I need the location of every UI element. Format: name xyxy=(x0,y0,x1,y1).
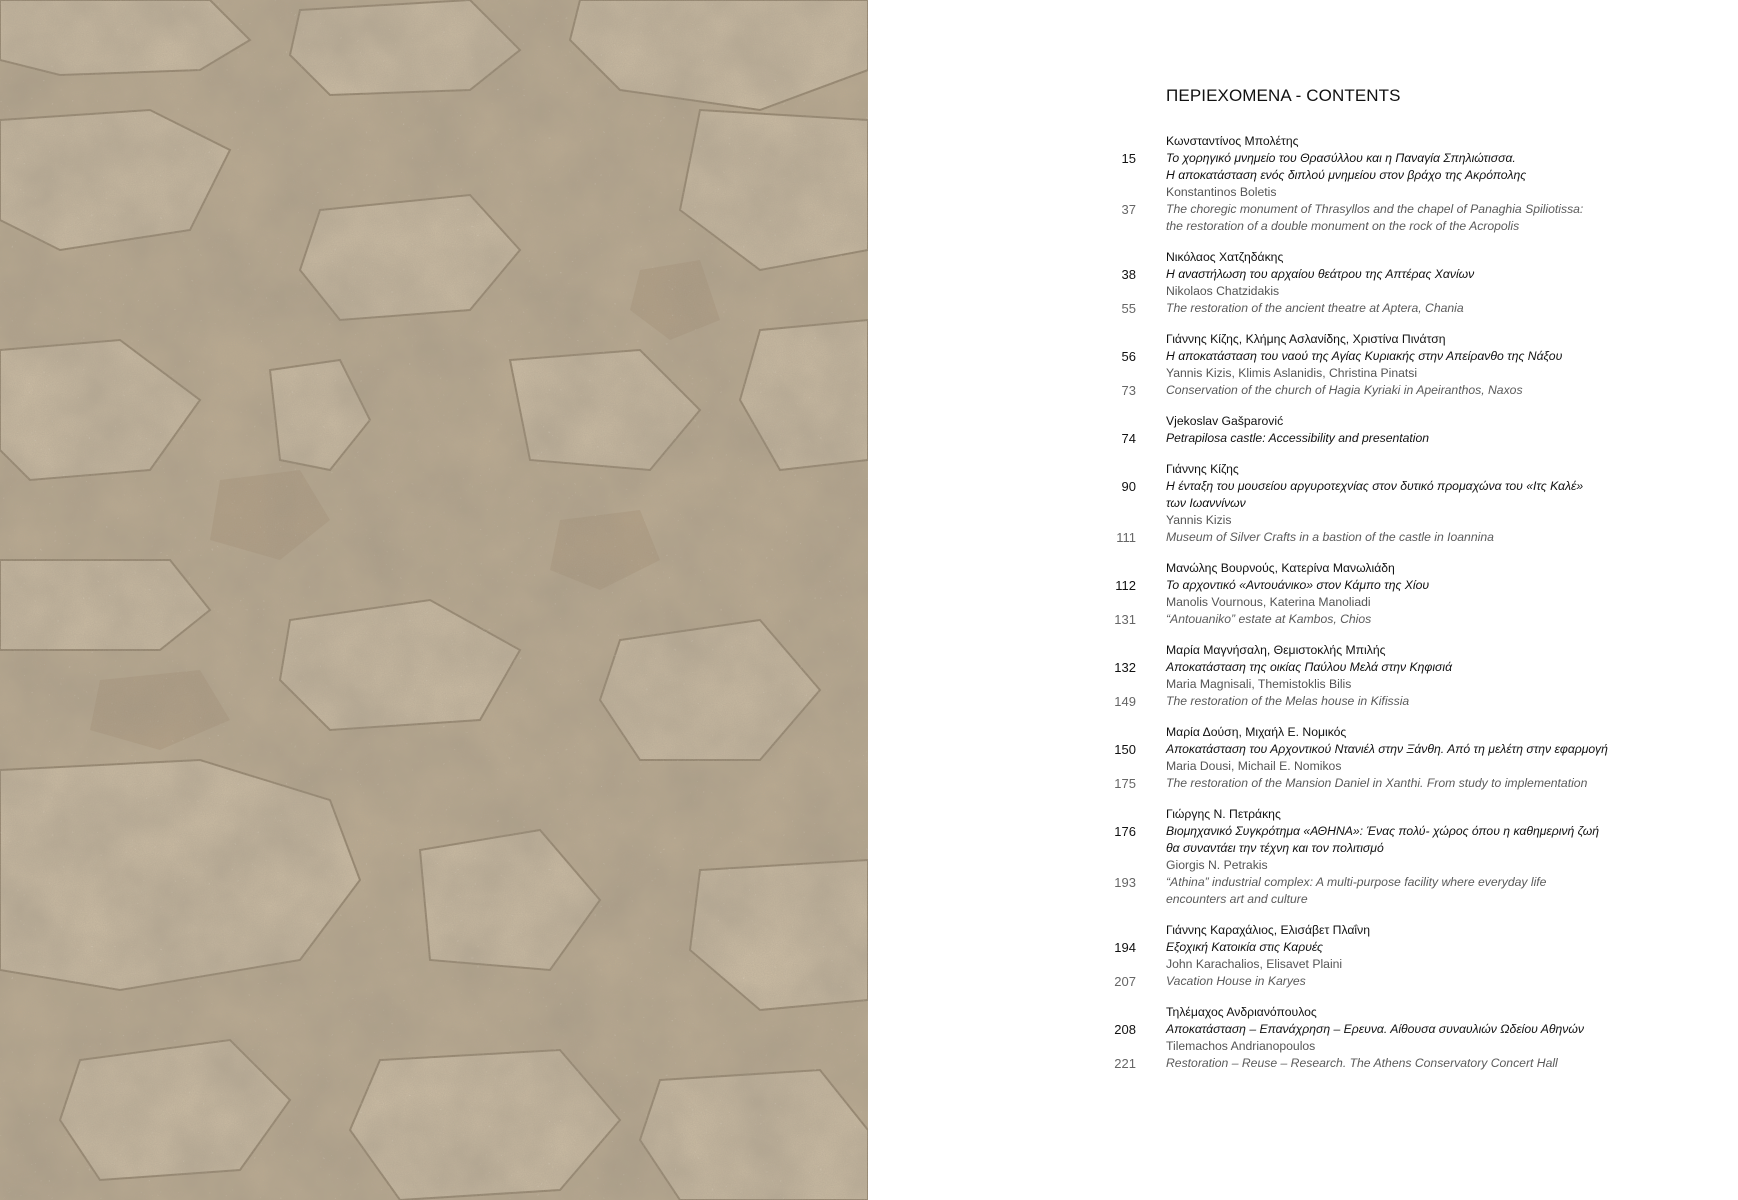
authors-greek-row xyxy=(868,413,1738,430)
title-gr-row xyxy=(868,495,1738,512)
stone-texture-image xyxy=(0,0,868,1200)
title-gr: Αποκατάσταση του Αρχοντικού Ντανιέλ στην Ξάνθη. Από τη μελέτη στην εφαρμογή xyxy=(1166,742,1608,756)
page-start-number: 38 xyxy=(1121,267,1136,282)
title-en: encounters art and culture xyxy=(1166,892,1308,906)
authors-english: Yannis Kizis xyxy=(1166,513,1232,527)
page-start-number: 194 xyxy=(1114,940,1136,955)
contents-entry xyxy=(868,642,1738,710)
title-gr: Η ένταξη του μουσείου αργυροτεχνίας στον δυτικό προμαχώνα του «Ιτς Καλέ» xyxy=(1166,479,1584,493)
title-gr: Το αρχοντικό «Αντουάνικο» στον Κάμπο της Χίου xyxy=(1166,578,1430,592)
page-end-number: 221 xyxy=(1114,1056,1136,1071)
contents-entry xyxy=(868,331,1738,399)
page-end-number: 111 xyxy=(1116,530,1136,545)
contents-entry xyxy=(868,461,1738,546)
authors-greek: Νικόλαος Χατζηδάκης xyxy=(1166,250,1284,264)
contents-entry xyxy=(868,249,1738,317)
title-gr: Petrapilosa castle: Accessibility and presentation xyxy=(1166,431,1430,445)
page-start-number: 176 xyxy=(1114,824,1136,839)
authors-english-row xyxy=(868,365,1738,382)
authors-english-row xyxy=(868,512,1738,529)
title-en-row xyxy=(868,693,1738,710)
title-en-row xyxy=(868,891,1738,908)
authors-english: Maria Magnisali, Themistoklis Bilis xyxy=(1166,677,1352,691)
authors-greek-row xyxy=(868,560,1738,577)
title-en: Vacation House in Karyes xyxy=(1166,974,1306,988)
authors-greek: Γιάννης Καραχάλιος, Ελισάβετ Πλαΐνη xyxy=(1166,923,1370,937)
authors-english: John Karachalios, Elisavet Plaini xyxy=(1166,957,1343,971)
authors-greek-row xyxy=(868,331,1738,348)
authors-greek-row xyxy=(868,461,1738,478)
page-end-number: 193 xyxy=(1114,875,1136,890)
authors-greek: Κωνσταντίνος Μπολέτης xyxy=(1166,134,1299,148)
title-gr: θα συναντάει την τέχνη και τον πολιτισμό xyxy=(1166,841,1384,855)
authors-greek: Γιάννης Κίζης xyxy=(1166,462,1239,476)
title-gr-row xyxy=(868,577,1738,594)
page-start-number: 208 xyxy=(1114,1022,1136,1037)
contents-entry xyxy=(868,724,1738,792)
contents-entry xyxy=(868,413,1738,447)
authors-english: Tilemachos Andrianopoulos xyxy=(1166,1039,1316,1053)
title-en: “Athina” industrial complex: A multi-purpose facility where everyday life xyxy=(1166,875,1547,889)
title-gr-row xyxy=(868,167,1738,184)
page-start-number: 15 xyxy=(1121,151,1136,166)
title-en-row xyxy=(868,775,1738,792)
page-end-number: 131 xyxy=(1114,612,1136,627)
title-en: Conservation of the church of Hagia Kyriaki in Apeiranthos, Naxos xyxy=(1166,383,1523,397)
title-gr: Η αποκατάσταση του ναού της Αγίας Κυριακής στην Απείρανθο της Νάξου xyxy=(1166,349,1563,363)
title-en-row xyxy=(868,874,1738,891)
contents-entry xyxy=(868,1004,1738,1072)
title-gr: Η αποκατάσταση ενός διπλού μνημείου στον βράχο της Ακρόπολης xyxy=(1166,168,1527,182)
authors-english-row xyxy=(868,956,1738,973)
title-en-row xyxy=(868,973,1738,990)
title-gr: Το χορηγικό μνημείο του Θρασύλλου και η Παναγία Σπηλιώτισσα. xyxy=(1166,151,1516,165)
contents-entry xyxy=(868,133,1738,235)
title-en-row xyxy=(868,300,1738,317)
title-gr: Εξοχική Κατοικία στις Καρυές xyxy=(1166,940,1323,954)
page-start-number: 74 xyxy=(1121,431,1136,446)
page-start-number: 132 xyxy=(1114,660,1136,675)
title-gr: Αποκατάσταση της οικίας Παύλου Μελά στην Κηφισιά xyxy=(1166,660,1453,674)
title-gr: Αποκατάσταση – Επανάχρηση – Ερευνα. Αίθουσα συναυλιών Ωδείου Αθηνών xyxy=(1166,1022,1584,1036)
contents-list xyxy=(868,133,1738,1086)
authors-english: Manolis Vournous, Katerina Manoliadi xyxy=(1166,595,1371,609)
title-en-row xyxy=(868,611,1738,628)
authors-greek-row xyxy=(868,922,1738,939)
page-end-number: 207 xyxy=(1114,974,1136,989)
page-end-number: 175 xyxy=(1114,776,1136,791)
authors-english-row xyxy=(868,184,1738,201)
title-en-row xyxy=(868,201,1738,218)
authors-english-row xyxy=(868,1038,1738,1055)
title-gr-row xyxy=(868,1021,1738,1038)
title-en: The choregic monument of Thrasyllos and the chapel of Panaghia Spiliotissa: xyxy=(1166,202,1584,216)
authors-english-row xyxy=(868,283,1738,300)
title-en-row xyxy=(868,382,1738,399)
page-start-number: 56 xyxy=(1121,349,1136,364)
authors-greek: Μανώλης Βουρνούς, Κατερίνα Μανωλιάδη xyxy=(1166,561,1395,575)
title-en-row xyxy=(868,529,1738,546)
title-en: Restoration – Reuse – Research. The Athens Conservatory Concert Hall xyxy=(1166,1056,1558,1070)
authors-greek: Γιάννης Κίζης, Κλήμης Ασλανίδης, Χριστίνα Πινάτση xyxy=(1166,332,1446,346)
page-start-number: 90 xyxy=(1121,479,1136,494)
title-en: The restoration of the ancient theatre at Aptera, Chania xyxy=(1166,301,1464,315)
authors-greek-row xyxy=(868,249,1738,266)
contents-page xyxy=(868,0,1738,1200)
page-start-number: 112 xyxy=(1115,578,1136,593)
authors-greek: Vjekoslav Gašparović xyxy=(1166,414,1284,428)
authors-english: Maria Dousi, Michail E. Nomikos xyxy=(1166,759,1342,773)
title-gr-row xyxy=(868,430,1738,447)
authors-greek-row xyxy=(868,1004,1738,1021)
authors-english: Konstantinos Boletis xyxy=(1166,185,1277,199)
title-en-row xyxy=(868,1055,1738,1072)
authors-greek: Μαρία Δούση, Μιχαήλ Ε. Νομικός xyxy=(1166,725,1347,739)
title-en-row xyxy=(868,218,1738,235)
page-end-number: 37 xyxy=(1121,202,1136,217)
authors-english-row xyxy=(868,857,1738,874)
authors-english-row xyxy=(868,676,1738,693)
title-gr-row xyxy=(868,659,1738,676)
contents-entry xyxy=(868,922,1738,990)
page-end-number: 55 xyxy=(1121,301,1136,316)
title-en: “Antouaniko” estate at Kambos, Chios xyxy=(1166,612,1372,626)
title-gr: των Ιωαννίνων xyxy=(1166,496,1246,510)
authors-greek: Γιώργης Ν. Πετράκης xyxy=(1166,807,1281,821)
authors-greek-row xyxy=(868,806,1738,823)
authors-greek: Τηλέμαχος Ανδριανόπουλος xyxy=(1166,1005,1317,1019)
page-start-number: 150 xyxy=(1114,742,1136,757)
title-gr-row xyxy=(868,823,1738,840)
title-gr: Βιομηχανικό Συγκρότημα «ΑΘΗΝΑ»: Ένας πολύ- χώρος όπου η καθημερινή ζωή xyxy=(1166,824,1599,838)
stone-wall-photo xyxy=(0,0,868,1200)
authors-english-row xyxy=(868,594,1738,611)
title-en: Museum of Silver Crafts in a bastion of the castle in Ioannina xyxy=(1166,530,1494,544)
authors-english: Yannis Kizis, Klimis Aslanidis, Christina Pinatsi xyxy=(1166,366,1418,380)
authors-english: Giorgis N. Petrakis xyxy=(1166,858,1268,872)
title-en: the restoration of a double monument on the rock of the Acropolis xyxy=(1166,219,1520,233)
title-gr-row xyxy=(868,840,1738,857)
authors-greek-row xyxy=(868,642,1738,659)
page-end-number: 149 xyxy=(1114,694,1136,709)
contents-entry xyxy=(868,560,1738,628)
title-en: The restoration of the Melas house in Kifissia xyxy=(1166,694,1410,708)
title-gr: Η αναστήλωση του αρχαίου θεάτρου της Απτέρας Χανίων xyxy=(1166,267,1475,281)
authors-english-row xyxy=(868,758,1738,775)
title-gr-row xyxy=(868,266,1738,283)
title-gr-row xyxy=(868,741,1738,758)
title-gr-row xyxy=(868,150,1738,167)
authors-greek: Μαρία Μαγνήσαλη, Θεμιστοκλής Μπιλής xyxy=(1166,643,1386,657)
authors-greek-row xyxy=(868,133,1738,150)
title-gr-row xyxy=(868,478,1738,495)
title-gr-row xyxy=(868,348,1738,365)
authors-english: Nikolaos Chatzidakis xyxy=(1166,284,1280,298)
title-gr-row xyxy=(868,939,1738,956)
contents-entry xyxy=(868,806,1738,908)
authors-greek-row xyxy=(868,724,1738,741)
title-en: The restoration of the Mansion Daniel in Xanthi. From study to implementation xyxy=(1166,776,1588,790)
page-end-number: 73 xyxy=(1121,383,1136,398)
contents-heading: ΠΕΡΙΕΧΟΜΕΝΑ - CONTENTS xyxy=(1166,86,1401,105)
